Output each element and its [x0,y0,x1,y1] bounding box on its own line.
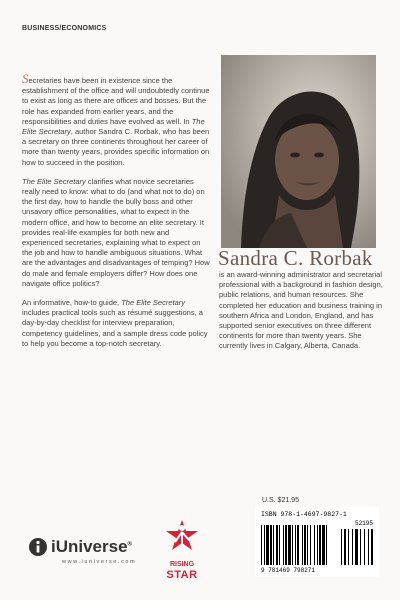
isbn-text: ISBN 978-1-4697-9827-1 [261,511,347,518]
supplement-bar [364,529,365,565]
p3-book-title: The Elite Secretary [121,298,185,308]
barcode-bar [304,525,306,565]
barcode-bar [326,525,327,565]
publisher-url: www.iuniverse.com [62,559,137,565]
barcode-bar [270,525,272,565]
supplement-bar [360,529,361,565]
supplement-bar [348,529,349,565]
barcode-bars [261,525,373,565]
price-supplement-code: 52195 [354,520,373,527]
publisher-name-text: iUniverse [51,537,128,556]
barcode-bar [264,525,265,565]
barcode-bar [261,525,262,565]
barcode-bar [322,525,325,565]
description-paragraph-1 [22,71,212,168]
badge-line1: RISING [169,561,195,568]
book-description [22,71,212,358]
barcode-bar [273,525,274,565]
iuniverse-icon [28,537,48,557]
supplement-bar [344,529,346,565]
badge-line2: STAR [166,569,198,581]
barcode-bar [283,525,284,565]
supplement-bar [341,529,342,565]
supplement-bar [368,529,369,565]
barcode-bar [314,525,315,565]
barcode-number: 9 781469 798271 [261,567,316,574]
barcode-bar [302,525,303,565]
author-bio-text: is an award-winning administrator and secretarial professional with a background in fashion design, public relations, and human resources. She completed her education and business training in southern Africa and London, England, and has supported senior executives on three different continents for more than twenty years. She currently lives in Calgary, Alberta, Canada. [219,270,383,351]
publisher-name [51,537,132,557]
supplement-bar [355,529,358,565]
rising-star-badge [163,518,201,588]
p2-text-a: clarifies what novice secretaries really need to know: what to do (and what not to do) on the first day, how to handle the bully boss and other unsavory office personalities, what to expect in the modern office, and how to become an elite secretary. It provides real-life examples for both new and experienced secretaries, explaining what to expect on the job and how to handle ambiguous situations. What are the advantages and disadvantages of temping? How do male and female employers differ? How does one navigate office politics? [22,176,210,288]
star-figure-icon [163,518,201,562]
barcode-bar [285,525,287,565]
publisher-logo [28,537,148,567]
p1-text-b: , author Sandra C. Rorbak, who has been a secretary on three continents throughout her career of more than twenty years, provides specific information on how to succeed in the position. [22,127,210,167]
barcode-bar [292,525,293,565]
p1-book-title: The Elite Secretary [22,116,205,137]
p1-text-a: Secretaries have been in existence since the establishment of the office and will undoubtedly continue to exist as long as there are offices and bosses. But the role has expanded from earlier years, and the responsibilities and duties have evolved as well. In [22,71,210,126]
p3-text-b: includes practical tools such as résumé suggestions, a day-by-day checklist for interview preparation, competency guidelines, and a sample dress code policy to help you become a top-notch secretary. [22,308,208,348]
barcode-bar [266,525,269,565]
author-bio [219,270,387,352]
p3-text-a: An informative, how-to guide, [22,298,122,308]
barcode-bar [295,525,296,565]
p2-book-title: The Elite Secretary [22,176,86,186]
barcode-bar [317,525,318,565]
barcode-bar [297,525,299,565]
barcode-bar [288,525,291,565]
barcode-bar [310,525,311,565]
barcode-bar [279,525,280,565]
description-paragraph-3 [22,298,212,349]
supplement-bar [371,529,373,565]
description-paragraph-2 [22,177,212,289]
barcode-bar [307,525,308,565]
barcode-bar [319,525,321,565]
barcode-panel [255,507,379,577]
author-portrait-image [221,55,376,248]
supplement-bar [352,529,353,565]
barcode-bar [276,525,278,565]
registered-mark: ® [127,541,132,548]
category-label: BUSINESS/ECONOMICS [22,25,107,32]
author-photo [221,55,376,248]
author-name: Sandra C. Rorbak [218,246,373,270]
price-label: U.S. $21.95 [262,497,299,504]
